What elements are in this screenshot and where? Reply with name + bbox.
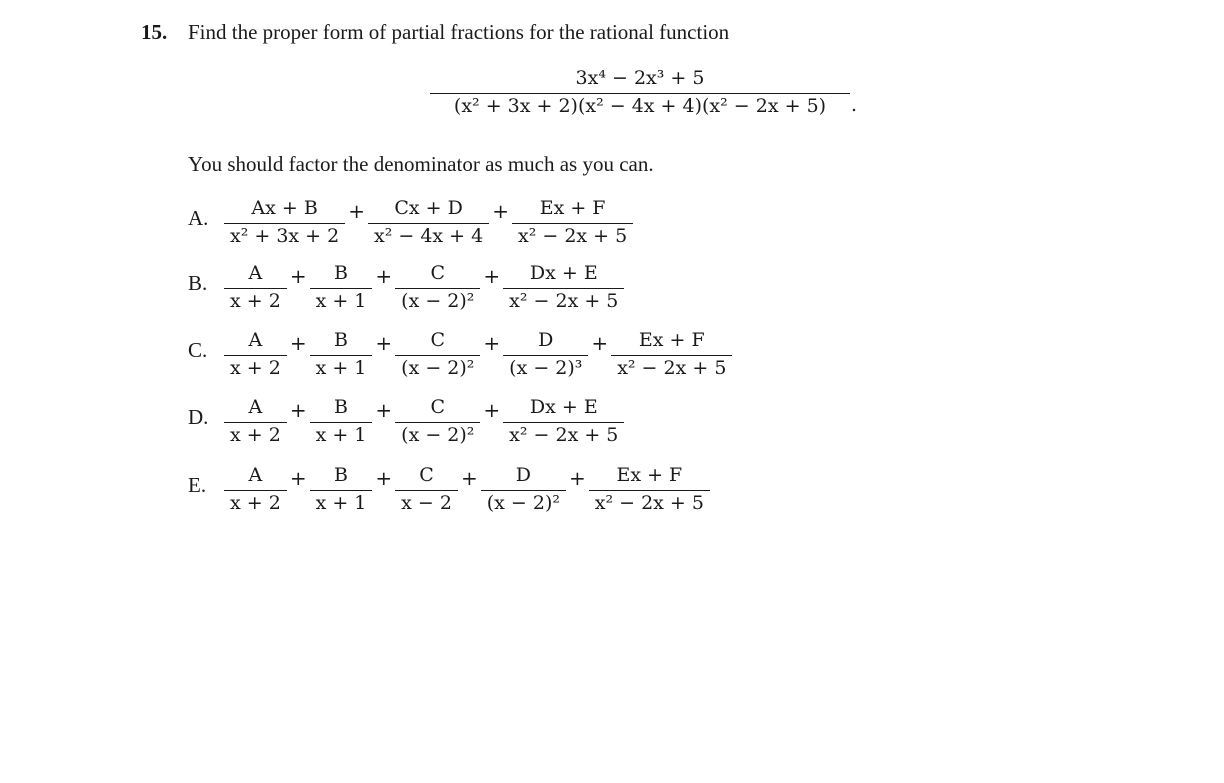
term-denominator: x + 1	[315, 423, 367, 446]
term-denominator: x² − 2x + 5	[518, 224, 628, 247]
term-denominator: x + 1	[315, 491, 367, 514]
choice-d-term-2	[310, 397, 373, 447]
fraction-bar	[395, 355, 480, 356]
term-numerator: B	[334, 329, 348, 351]
question-prompt: Find the proper form of partial fractions for the rational function	[188, 20, 730, 44]
function-denominator: (x² + 3x + 2)(x² − 4x + 4)(x² − 2x + 5)	[453, 94, 827, 117]
plus-sign: +	[375, 263, 393, 288]
term-denominator: x² − 2x + 5	[509, 289, 619, 312]
plus-sign: +	[460, 465, 478, 490]
choice-c-term-2	[310, 330, 373, 380]
choice-b-term-2	[310, 263, 373, 313]
term-denominator: x² − 2x + 5	[617, 356, 727, 379]
term-denominator: x + 1	[315, 289, 367, 312]
term-denominator: x² − 2x + 5	[509, 423, 619, 446]
plus-sign: +	[483, 397, 501, 422]
fraction-bar	[503, 288, 624, 289]
choice-a[interactable]	[188, 198, 633, 248]
term-denominator: x + 2	[230, 491, 281, 514]
term-numerator: A	[248, 396, 263, 418]
term-numerator: C	[430, 329, 446, 351]
function-period: .	[851, 94, 858, 116]
term-numerator: D	[515, 464, 531, 486]
choice-c-term-5	[611, 330, 732, 380]
term-denominator: x + 1	[315, 356, 367, 379]
fraction-bar	[481, 490, 566, 491]
choice-d-term-3	[395, 397, 480, 447]
choice-b-term-1	[224, 263, 287, 313]
plus-sign: +	[483, 330, 501, 355]
term-numerator: Ex + F	[638, 329, 705, 351]
term-denominator: x² + 3x + 2	[230, 224, 340, 247]
choice-e-term-5	[589, 465, 710, 515]
term-numerator: Cx + D	[394, 197, 463, 219]
term-numerator: Ex + F	[616, 464, 683, 486]
fraction-bar	[512, 223, 633, 224]
rational-function	[430, 68, 850, 118]
choice-a-term-3	[512, 198, 633, 248]
fraction-bar	[395, 422, 480, 423]
choice-e-term-4	[481, 465, 566, 515]
plus-sign: +	[483, 263, 501, 288]
choice-e-term-1	[224, 465, 287, 515]
choice-c-term-4	[503, 330, 588, 380]
term-numerator: A	[248, 262, 263, 284]
term-numerator: B	[334, 464, 348, 486]
rational-function-fraction	[430, 68, 850, 118]
plus-sign: +	[375, 330, 393, 355]
term-denominator: (x − 2)²	[486, 491, 560, 514]
term-denominator: (x − 2)³	[509, 356, 583, 379]
term-numerator: Dx + E	[529, 396, 598, 418]
choice-d[interactable]	[188, 397, 624, 447]
plus-sign: +	[348, 198, 365, 223]
term-numerator: C	[430, 396, 446, 418]
term-numerator: D	[538, 329, 554, 351]
term-denominator: x + 2	[230, 423, 281, 446]
plus-sign: +	[289, 465, 307, 490]
fraction-bar	[395, 288, 480, 289]
fraction-bar	[224, 223, 345, 224]
plus-sign: +	[289, 330, 307, 355]
choice-c[interactable]	[188, 330, 732, 380]
choice-e-term-3	[395, 465, 458, 515]
term-numerator: B	[334, 396, 348, 418]
choice-c-term-3	[395, 330, 480, 380]
term-numerator: A	[248, 329, 263, 351]
choice-c-term-1	[224, 330, 287, 380]
term-numerator: B	[334, 262, 348, 284]
fraction-bar	[224, 490, 287, 491]
term-denominator: (x − 2)²	[401, 423, 475, 446]
fraction-bar	[611, 355, 732, 356]
fraction-bar	[430, 93, 850, 94]
plus-sign: +	[568, 465, 586, 490]
fraction-bar	[503, 355, 588, 356]
plus-sign: +	[492, 198, 509, 223]
choice-c-label: C.	[188, 338, 208, 363]
function-numerator: 3x⁴ − 2x³ + 5	[575, 67, 705, 89]
choice-a-term-2	[368, 198, 489, 248]
choice-b-label: B.	[188, 271, 208, 296]
plus-sign: +	[289, 263, 307, 288]
choice-a-label: A.	[188, 206, 209, 231]
choice-d-label: D.	[188, 405, 209, 430]
fraction-bar	[310, 288, 373, 289]
choice-b-term-4	[503, 263, 624, 313]
term-numerator: C	[419, 464, 434, 486]
term-denominator: x² − 2x + 5	[594, 491, 704, 514]
fraction-bar	[310, 355, 373, 356]
term-denominator: x − 2	[401, 491, 452, 514]
choice-d-term-4	[503, 397, 624, 447]
choice-b-term-3	[395, 263, 480, 313]
term-denominator: (x − 2)²	[401, 289, 475, 312]
fraction-bar	[368, 223, 489, 224]
choice-d-term-1	[224, 397, 287, 447]
term-denominator: x² − 4x + 4	[374, 224, 484, 247]
fraction-bar	[589, 490, 710, 491]
choice-e-term-2	[310, 465, 373, 515]
plus-sign: +	[591, 330, 609, 355]
term-denominator: (x − 2)²	[401, 356, 475, 379]
term-denominator: x + 2	[230, 356, 281, 379]
plus-sign: +	[289, 397, 307, 422]
choice-b[interactable]	[188, 263, 624, 313]
fraction-bar	[224, 355, 287, 356]
plus-sign: +	[375, 465, 393, 490]
fraction-bar	[310, 422, 373, 423]
fraction-bar	[503, 422, 624, 423]
question-number: 15.	[141, 20, 168, 44]
instruction-text: You should factor the denominator as much as you can.	[188, 152, 654, 176]
choice-e[interactable]	[188, 465, 710, 515]
term-numerator: A	[248, 464, 263, 486]
term-numerator: Ex + F	[539, 197, 606, 219]
plus-sign: +	[375, 397, 393, 422]
term-denominator: x + 2	[230, 289, 281, 312]
fraction-bar	[310, 490, 373, 491]
term-numerator: Dx + E	[529, 262, 598, 284]
term-numerator: C	[430, 262, 446, 284]
fraction-bar	[395, 490, 458, 491]
fraction-bar	[224, 422, 287, 423]
term-numerator: Ax + B	[251, 197, 318, 219]
choice-e-label: E.	[188, 473, 207, 498]
fraction-bar	[224, 288, 287, 289]
choice-a-term-1	[224, 198, 345, 248]
